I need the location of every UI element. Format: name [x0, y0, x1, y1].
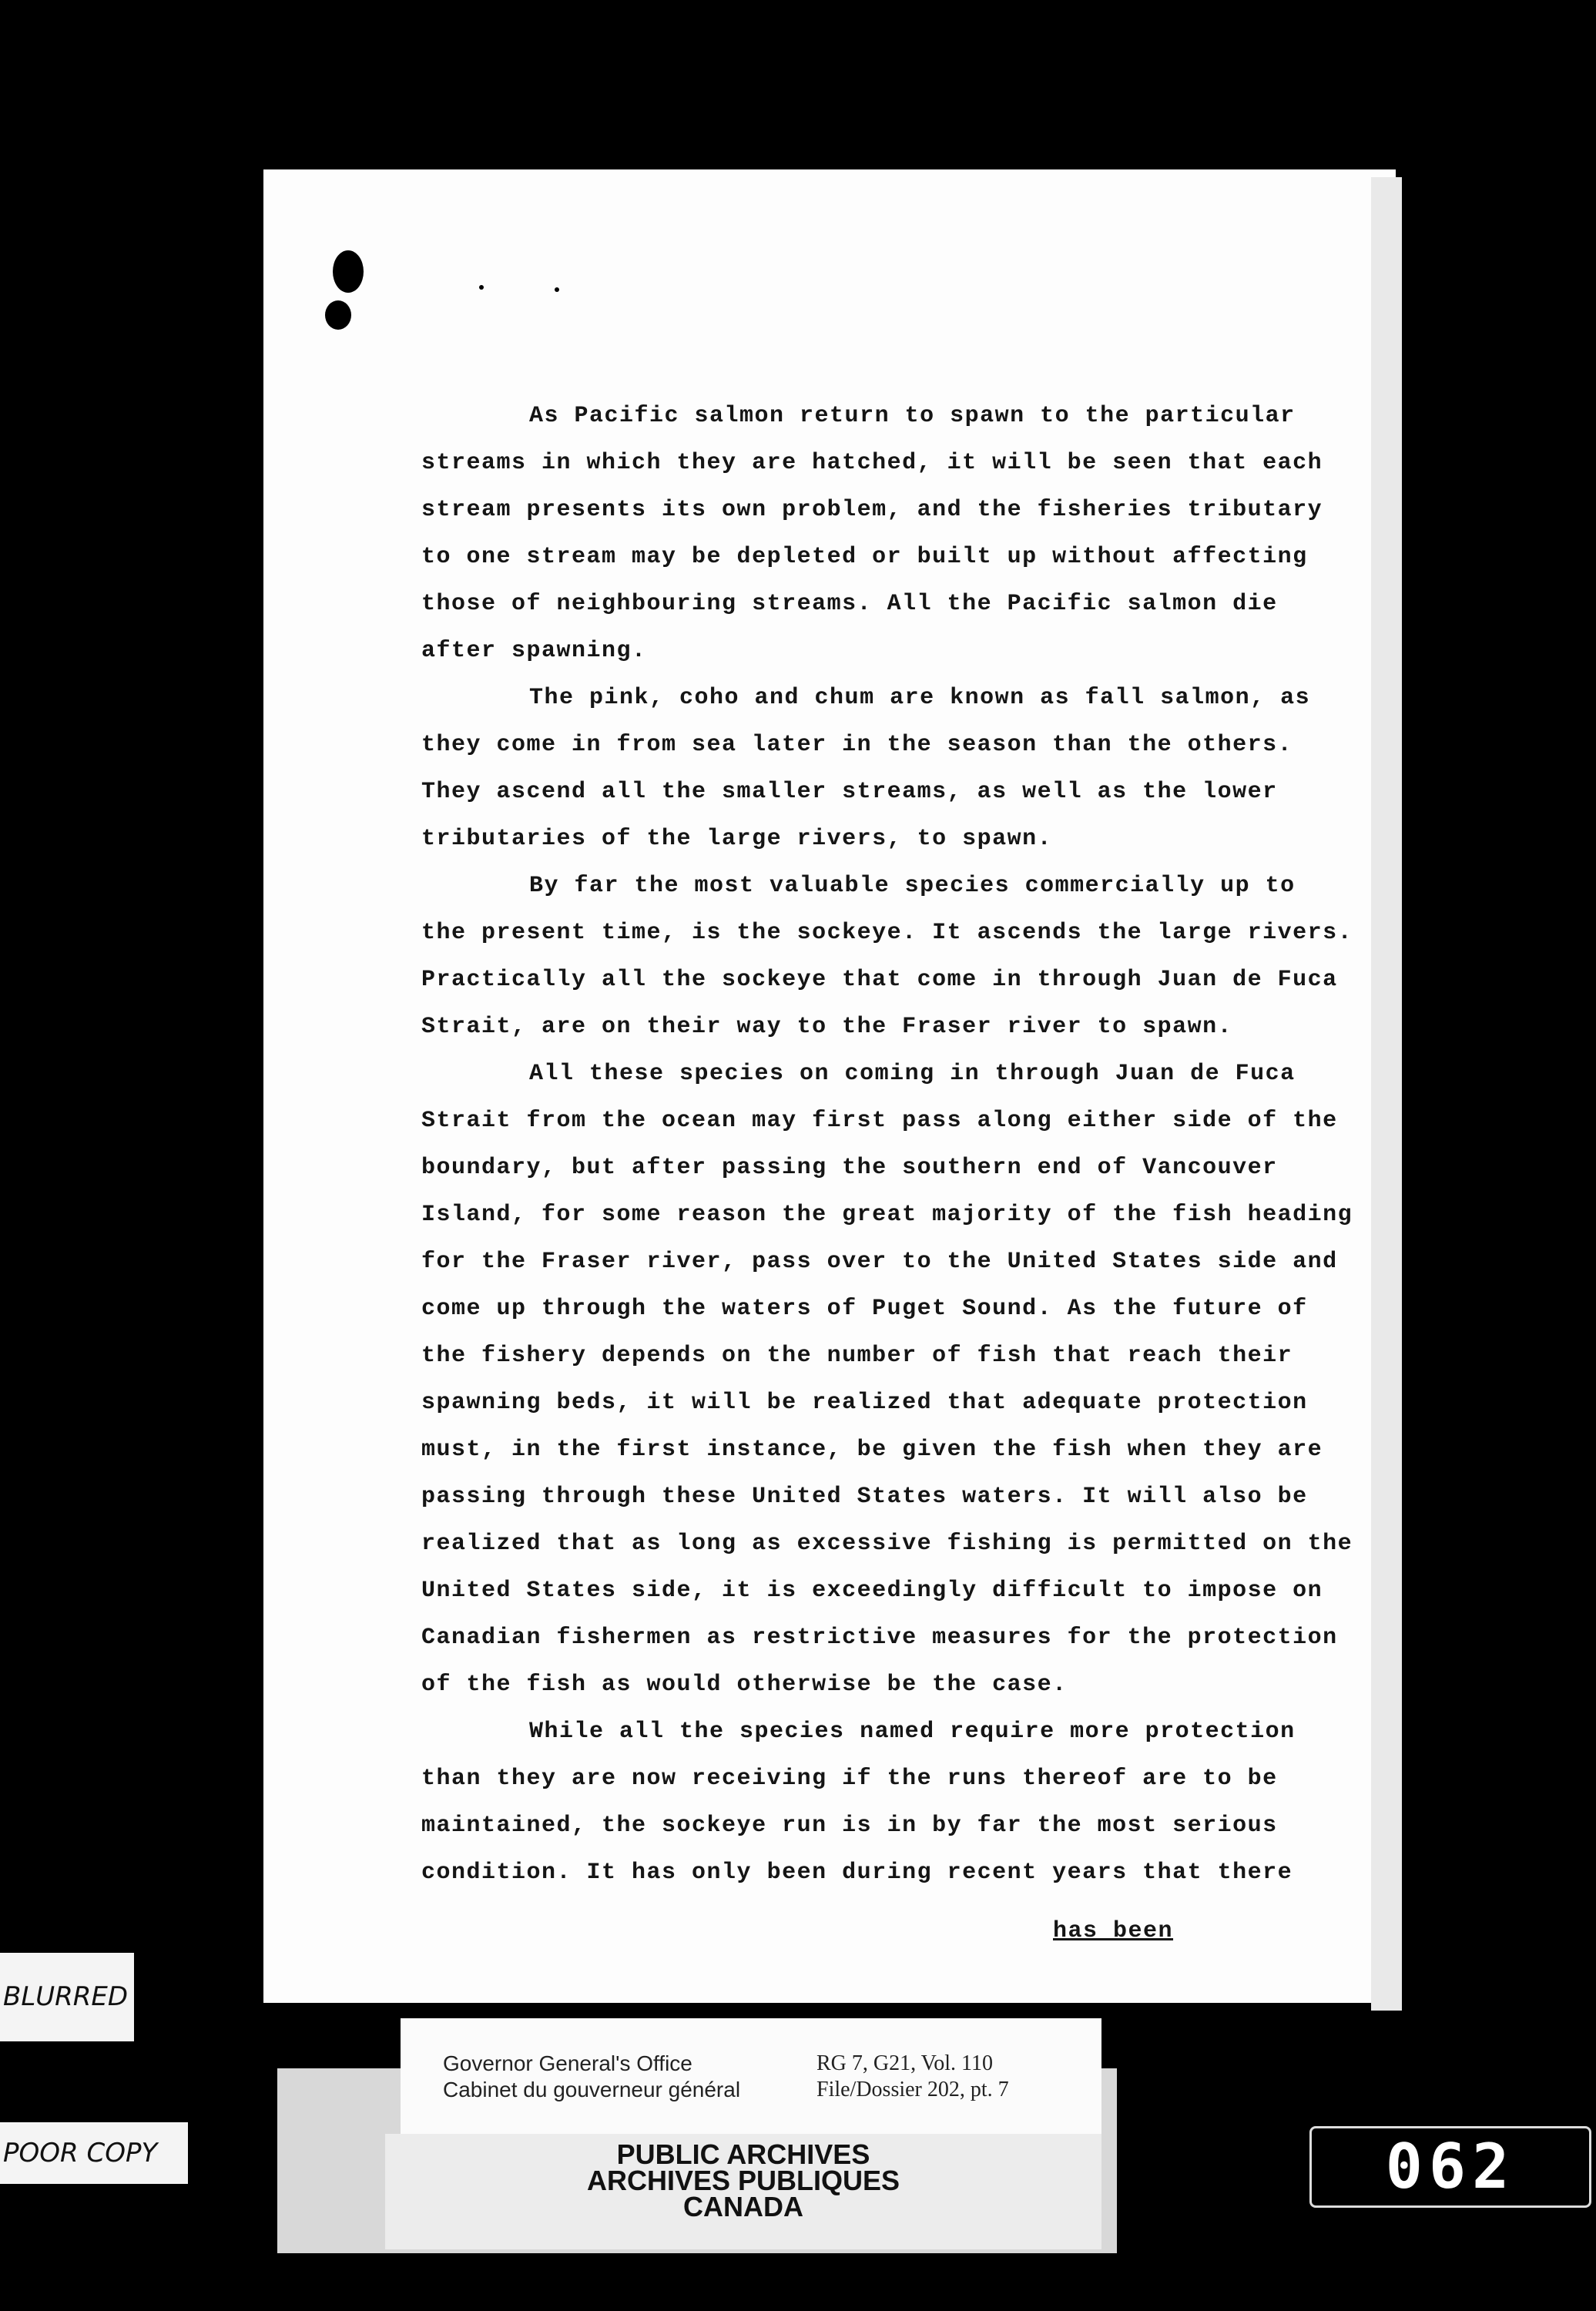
text-line: the present time, is the sockeye. It ascends the large rivers.: [421, 920, 1353, 946]
paragraph: [421, 393, 1392, 675]
punch-hole-bottom: [325, 300, 351, 330]
catchword: has been: [1053, 1918, 1174, 1944]
text-line: must, in the first instance, be given the fish when they are: [421, 1437, 1323, 1463]
archive-title-country: CANADA: [683, 2191, 803, 2222]
frame-number: 062: [1309, 2126, 1591, 2208]
speck: [555, 287, 559, 292]
text-line: realized that as long as excessive fishing is permitted on the: [421, 1531, 1353, 1557]
text-line: Practically all the sockeye that come in through Juan de Fuca: [421, 967, 1338, 993]
text-line: Island, for some reason the great majority of the fish heading: [421, 1202, 1353, 1228]
document-page: [263, 169, 1396, 2003]
text-line: Strait from the ocean may first pass along either side of the: [421, 1108, 1338, 1134]
archive-title-french: ARCHIVES PUBLIQUES: [586, 2165, 900, 2196]
text-line: stream presents its own problem, and the fisheries tributary: [421, 497, 1323, 523]
text-line: spawning beds, it will be realized that adequate protection: [421, 1390, 1308, 1416]
office-english: Governor General's Office: [443, 2051, 692, 2075]
poor-copy-note: [0, 2122, 188, 2184]
blurred-note: [0, 1953, 134, 2041]
punch-hole-top: [333, 250, 364, 293]
text-line: They ascend all the smaller streams, as well as the lower: [421, 779, 1278, 805]
paragraph: [421, 863, 1392, 1051]
document-body: [421, 393, 1392, 1897]
text-line: The pink, coho and chum are known as fall salmon, as: [529, 685, 1311, 711]
poor-copy-note-text: POOR COPY: [3, 2138, 158, 2168]
text-line: Canadian fishermen as restrictive measures for the protection: [421, 1625, 1338, 1651]
paragraph: [421, 1051, 1392, 1709]
text-line: While all the species named require more protection: [529, 1719, 1296, 1745]
text-line: tributaries of the large rivers, to spawn.: [421, 826, 1053, 852]
text-line: after spawning.: [421, 638, 647, 664]
record-group-reference: RG 7, G21, Vol. 110: [816, 2051, 993, 2075]
text-line: for the Fraser river, pass over to the United States side and: [421, 1249, 1338, 1275]
text-line: passing through these United States waters. It will also be: [421, 1484, 1308, 1510]
paragraph: [421, 1709, 1392, 1897]
archive-reference-card: [401, 2018, 1101, 2134]
text-line: to one stream may be depleted or built up without affecting: [421, 544, 1308, 570]
text-line: As Pacific salmon return to spawn to the particular: [529, 403, 1296, 429]
paragraph: [421, 675, 1392, 863]
text-line: All these species on coming in through Juan de Fuca: [529, 1061, 1296, 1087]
text-line: streams in which they are hatched, it will be seen that each: [421, 450, 1323, 476]
text-line: maintained, the sockeye run is in by far the most serious: [421, 1813, 1278, 1839]
file-reference: File/Dossier 202, pt. 7: [816, 2078, 1009, 2101]
archive-title-english: PUBLIC ARCHIVES: [616, 2138, 870, 2170]
text-line: By far the most valuable species commercially up to: [529, 873, 1296, 899]
text-line: the fishery depends on the number of fish that reach their: [421, 1343, 1293, 1369]
text-line: boundary, but after passing the southern end of Vancouver: [421, 1155, 1278, 1181]
text-line: Strait, are on their way to the Fraser river to spawn.: [421, 1014, 1233, 1040]
text-line: than they are now receiving if the runs thereof are to be: [421, 1766, 1278, 1792]
office-french: Cabinet du gouverneur général: [443, 2078, 741, 2101]
text-line: they come in from sea later in the season than the others.: [421, 732, 1293, 758]
speck: [479, 285, 484, 290]
text-line: condition. It has only been during recent years that there: [421, 1860, 1293, 1886]
text-line: those of neighbouring streams. All the Pacific salmon die: [421, 591, 1278, 617]
archive-title: [385, 2138, 1101, 2222]
page-edge: [1371, 177, 1402, 2011]
text-line: United States side, it is exceedingly difficult to impose on: [421, 1578, 1323, 1604]
text-line: come up through the waters of Puget Sound. As the future of: [421, 1296, 1308, 1322]
blurred-note-text: BLURRED: [3, 1981, 129, 2012]
text-line: of the fish as would otherwise be the case.: [421, 1672, 1068, 1698]
